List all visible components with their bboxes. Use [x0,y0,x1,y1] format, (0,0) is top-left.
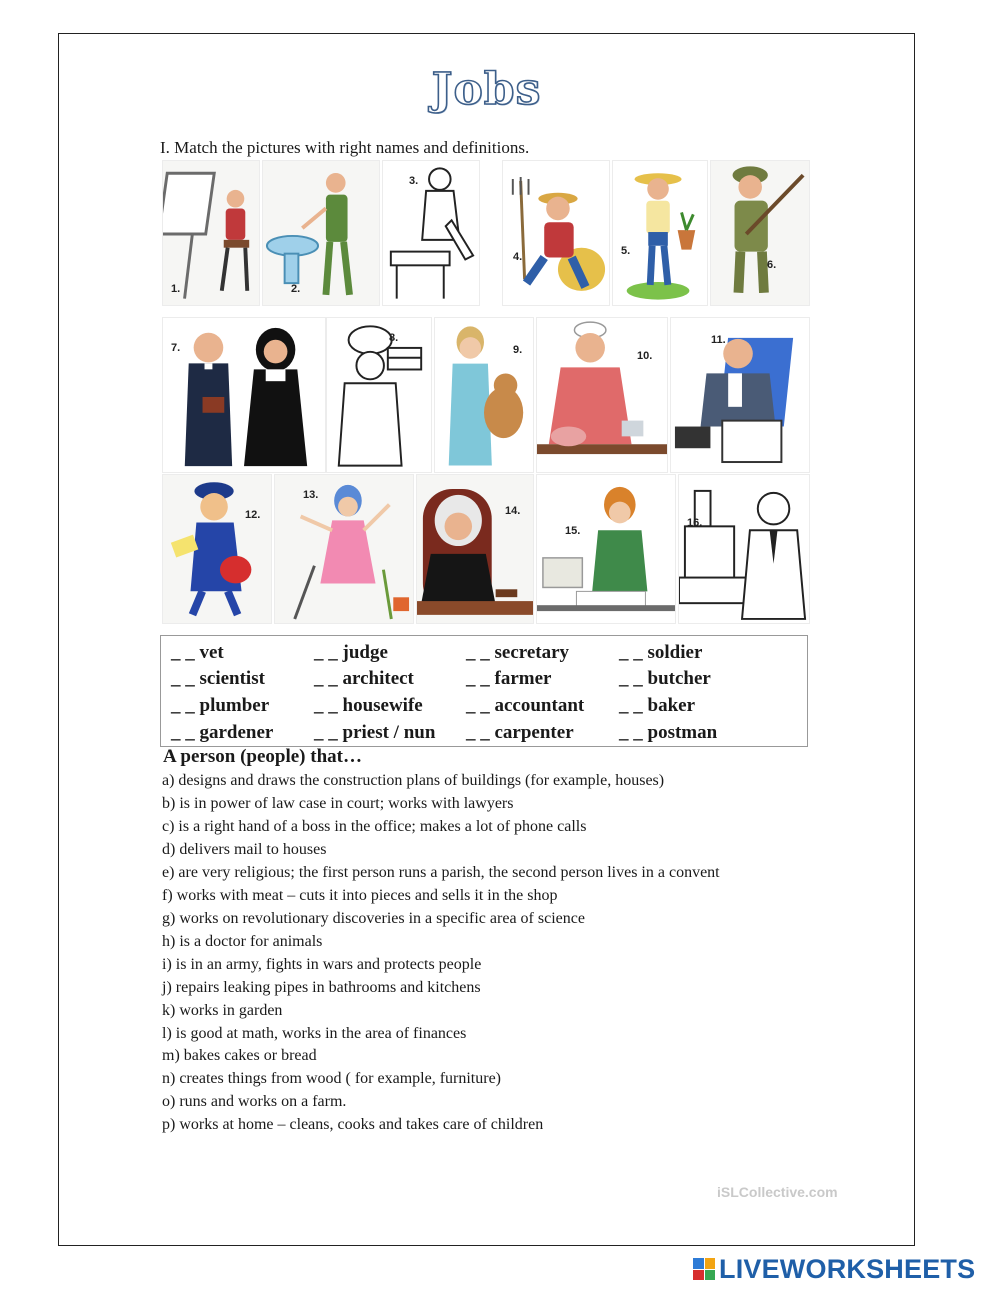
definition-item: h) is a doctor for animals [162,933,323,950]
picture-number: 2. [291,283,301,295]
picture-number: 10. [637,350,653,362]
worksheet-frame [58,33,915,1246]
watermark: iSLCollective.com [717,1184,838,1200]
picture-12 [162,474,272,624]
priest-nun-icon [163,318,325,472]
instruction-text: I. Match the pictures with right names and definitions. [160,138,530,157]
picture-number: 11. [711,334,726,346]
secretary-icon [537,475,675,623]
definition-item: d) delivers mail to houses [162,841,327,858]
picture-number: 12. [245,509,261,521]
picture-number: 15. [565,525,581,537]
word-option: _ _ gardener [171,722,274,743]
picture-number: 16. [687,517,703,529]
definition-item: a) designs and draws the construction plans of buildings (for example, houses) [162,772,665,789]
picture-number: 5. [621,245,631,257]
definition-item: k) works in garden [162,1002,283,1019]
definition-item: l) is good at math, works in the area of finances [162,1025,467,1042]
butcher-icon [537,318,667,472]
brand-name: LIVEWORKSHEETS [719,1253,976,1284]
postman-icon [163,475,271,623]
word-option: _ _ housewife [314,695,423,716]
housewife-icon [275,475,413,623]
picture-9 [434,317,534,473]
definition-item: b) is in power of law case in court; works with lawyers [162,795,514,812]
picture-4 [502,160,610,306]
picture-number: 1. [171,283,181,295]
picture-13 [274,474,414,624]
word-option: _ _ butcher [619,668,711,689]
definition-item: c) is a right hand of a boss in the office; makes a lot of phone calls [162,818,587,835]
definition-item: n) creates things from wood ( for example, furniture) [162,1070,501,1087]
word-option: _ _ vet [171,642,224,663]
picture-16 [678,474,810,624]
picture-5 [612,160,708,306]
soldier-icon [711,161,809,305]
picture-number: 14. [505,505,521,517]
picture-11 [670,317,810,473]
picture-number: 8. [389,332,399,344]
picture-8 [326,317,432,473]
word-option: _ _ plumber [171,695,270,716]
word-option: _ _ carpenter [466,722,574,743]
definition-item: m) bakes cakes or bread [162,1047,317,1064]
word-bank [160,635,808,747]
definition-item: e) are very religious; the first person runs a parish, the second person lives in a convent [162,864,720,881]
judge-icon [417,475,533,623]
picture-6 [710,160,810,306]
definition-item: p) works at home – cleans, cooks and takes care of children [162,1116,544,1133]
definition-item: i) is in an army, fights in wars and protects people [162,956,482,973]
picture-10 [536,317,668,473]
picture-2 [262,160,380,306]
brand-grid-icon [693,1258,715,1280]
word-option: _ _ soldier [619,642,703,663]
definition-item: f) works with meat – cuts it into pieces and sells it in the shop [162,887,558,904]
definition-item: j) repairs leaking pipes in bathrooms and kitchens [162,979,481,996]
definitions-heading: A person (people) that… [163,746,362,767]
picture-7 [162,317,326,473]
picture-14 [416,474,534,624]
word-option: _ _ architect [314,668,414,689]
plumber-icon [263,161,379,305]
picture-number: 7. [171,342,181,354]
word-option: _ _ secretary [466,642,570,663]
picture-number: 6. [767,259,777,271]
word-option: _ _ postman [619,722,718,743]
gardener-icon [613,161,707,305]
picture-15 [536,474,676,624]
scientist-icon [679,475,809,623]
word-option: _ _ judge [314,642,388,663]
word-option: _ _ scientist [171,668,265,689]
picture-number: 13. [303,489,319,501]
word-option: _ _ accountant [466,695,585,716]
definition-item: g) works on revolutionary discoveries in a specific area of science [162,910,585,927]
baker-icon [327,318,431,472]
carpenter-icon [383,161,479,305]
liveworksheets-logo[interactable] [693,1254,975,1284]
definition-item: o) runs and works on a farm. [162,1093,347,1110]
picture-number: 9. [513,344,523,356]
page-title: Jobs [431,64,542,115]
farmer-icon [503,161,609,305]
vet-icon [435,318,533,472]
picture-3 [382,160,480,306]
word-option: _ _ priest / nun [314,722,436,743]
picture-number: 4. [513,251,523,263]
word-option: _ _ baker [619,695,695,716]
picture-number: 3. [409,175,419,187]
picture-1 [162,160,260,306]
accountant-icon [671,318,809,472]
word-option: _ _ farmer [466,668,552,689]
